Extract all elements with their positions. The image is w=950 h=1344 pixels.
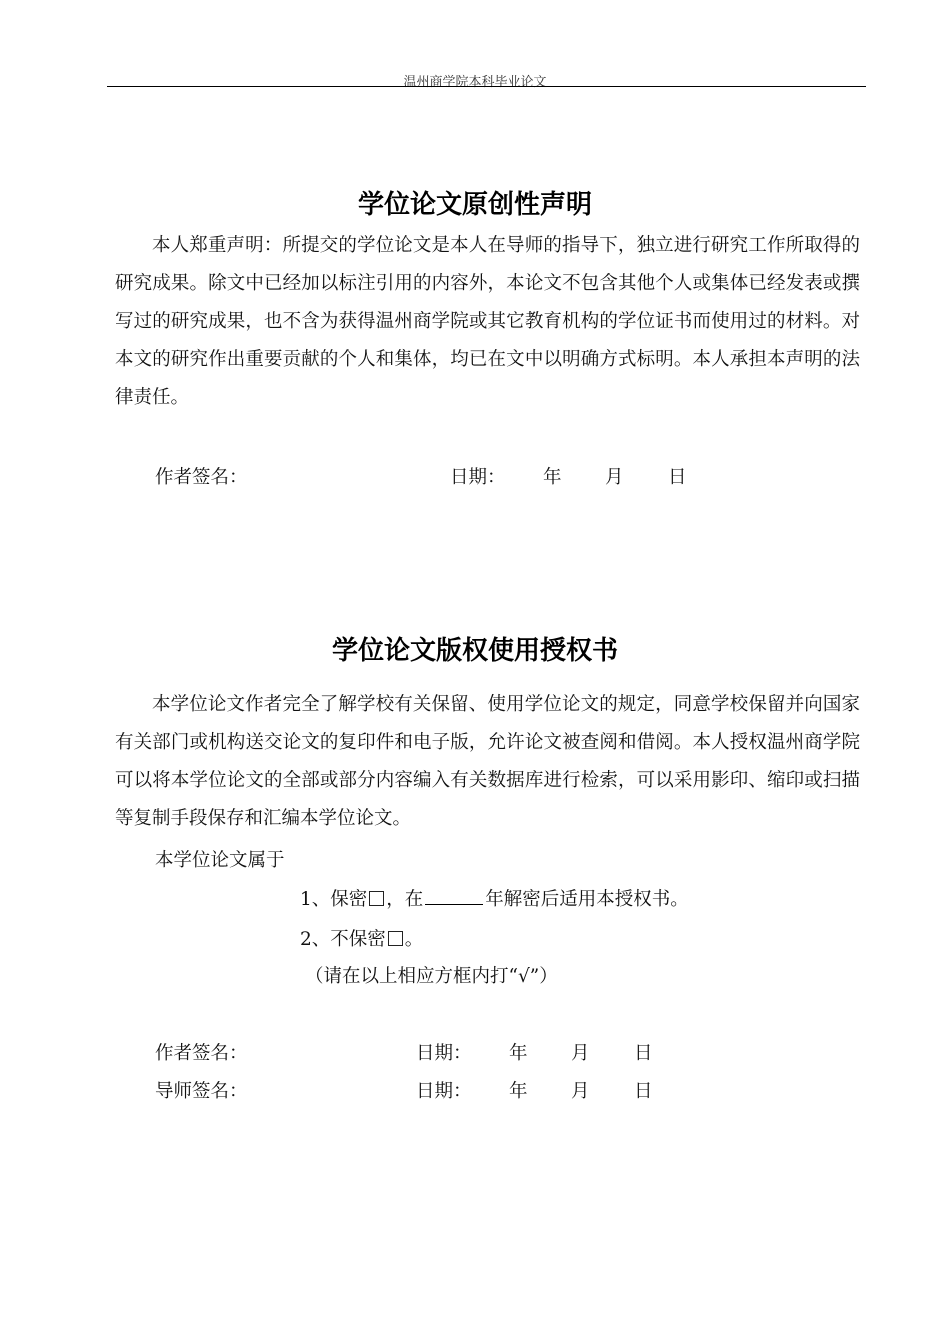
page-header: 温州商学院本科毕业论文 (403, 75, 547, 90)
declaration-date-label: 日期： (450, 467, 506, 488)
declaration-title: 学位论文原创性声明 (357, 190, 592, 220)
supervisor-day: 日 (634, 1081, 653, 1102)
authorization-author-day: 日 (634, 1043, 653, 1064)
header-rule (107, 86, 866, 87)
declaration-author-label: 作者签名： (155, 467, 248, 488)
supervisor-year: 年 (509, 1081, 528, 1102)
checkbox-note: （请在以上相应方框内打“√”） (305, 966, 558, 987)
authorization-belongs: 本学位论文属于 (155, 850, 285, 871)
supervisor-label: 导师签名： (155, 1081, 248, 1102)
option-not-confidential (300, 925, 423, 951)
supervisor-month: 月 (571, 1081, 590, 1102)
authorization-author-month: 月 (571, 1043, 590, 1064)
declaration-year: 年 (543, 467, 562, 488)
option1-suffix: 年解密后适用本授权书。 (485, 889, 689, 910)
supervisor-date-label: 日期： (416, 1081, 472, 1102)
not-confidential-checkbox[interactable] (388, 931, 403, 946)
declaration-day: 日 (668, 467, 687, 488)
confidential-checkbox[interactable] (369, 891, 384, 906)
authorization-author-date-label: 日期： (416, 1043, 472, 1064)
declaration-body: 本人郑重声明：所提交的学位论文是本人在导师的指导下，独立进行研究工作所取得的研究成果。除文中已经加以标注引用的内容外，本论文不包含其他个人或集体已经发表或撰写过的研究成果，也不含为获得温州商学院或其它教育机构的学位证书而使用过的材料。对本文的研究作出重要贡献的个人和集体，均已在文中以明确方式标明。本人承担本声明的法律责任。 (115, 235, 860, 408)
authorization-title: 学位论文版权使用授权书 (331, 636, 618, 666)
declassify-year-blank[interactable] (425, 903, 483, 905)
option2-suffix: 。 (404, 929, 424, 950)
authorization-body: 本学位论文作者完全了解学校有关保留、使用学位论文的规定，同意学校保留并向国家有关部门或机构送交论文的复印件和电子版，允许论文被查阅和借阅。本人授权温州商学院可以将本学位论文的全部或部分内容编入有关数据库进行检索，可以采用影印、缩印或扫描等复制手段保存和汇编本学位论文。 (115, 694, 860, 829)
option1-mid: ，在 (386, 889, 424, 910)
option-confidential (300, 885, 689, 911)
option2-prefix: 2、不保密 (300, 929, 386, 950)
authorization-author-year: 年 (509, 1043, 528, 1064)
authorization-author-label: 作者签名： (155, 1043, 248, 1064)
option1-prefix: 1、保密 (300, 889, 368, 910)
declaration-month: 月 (605, 467, 624, 488)
